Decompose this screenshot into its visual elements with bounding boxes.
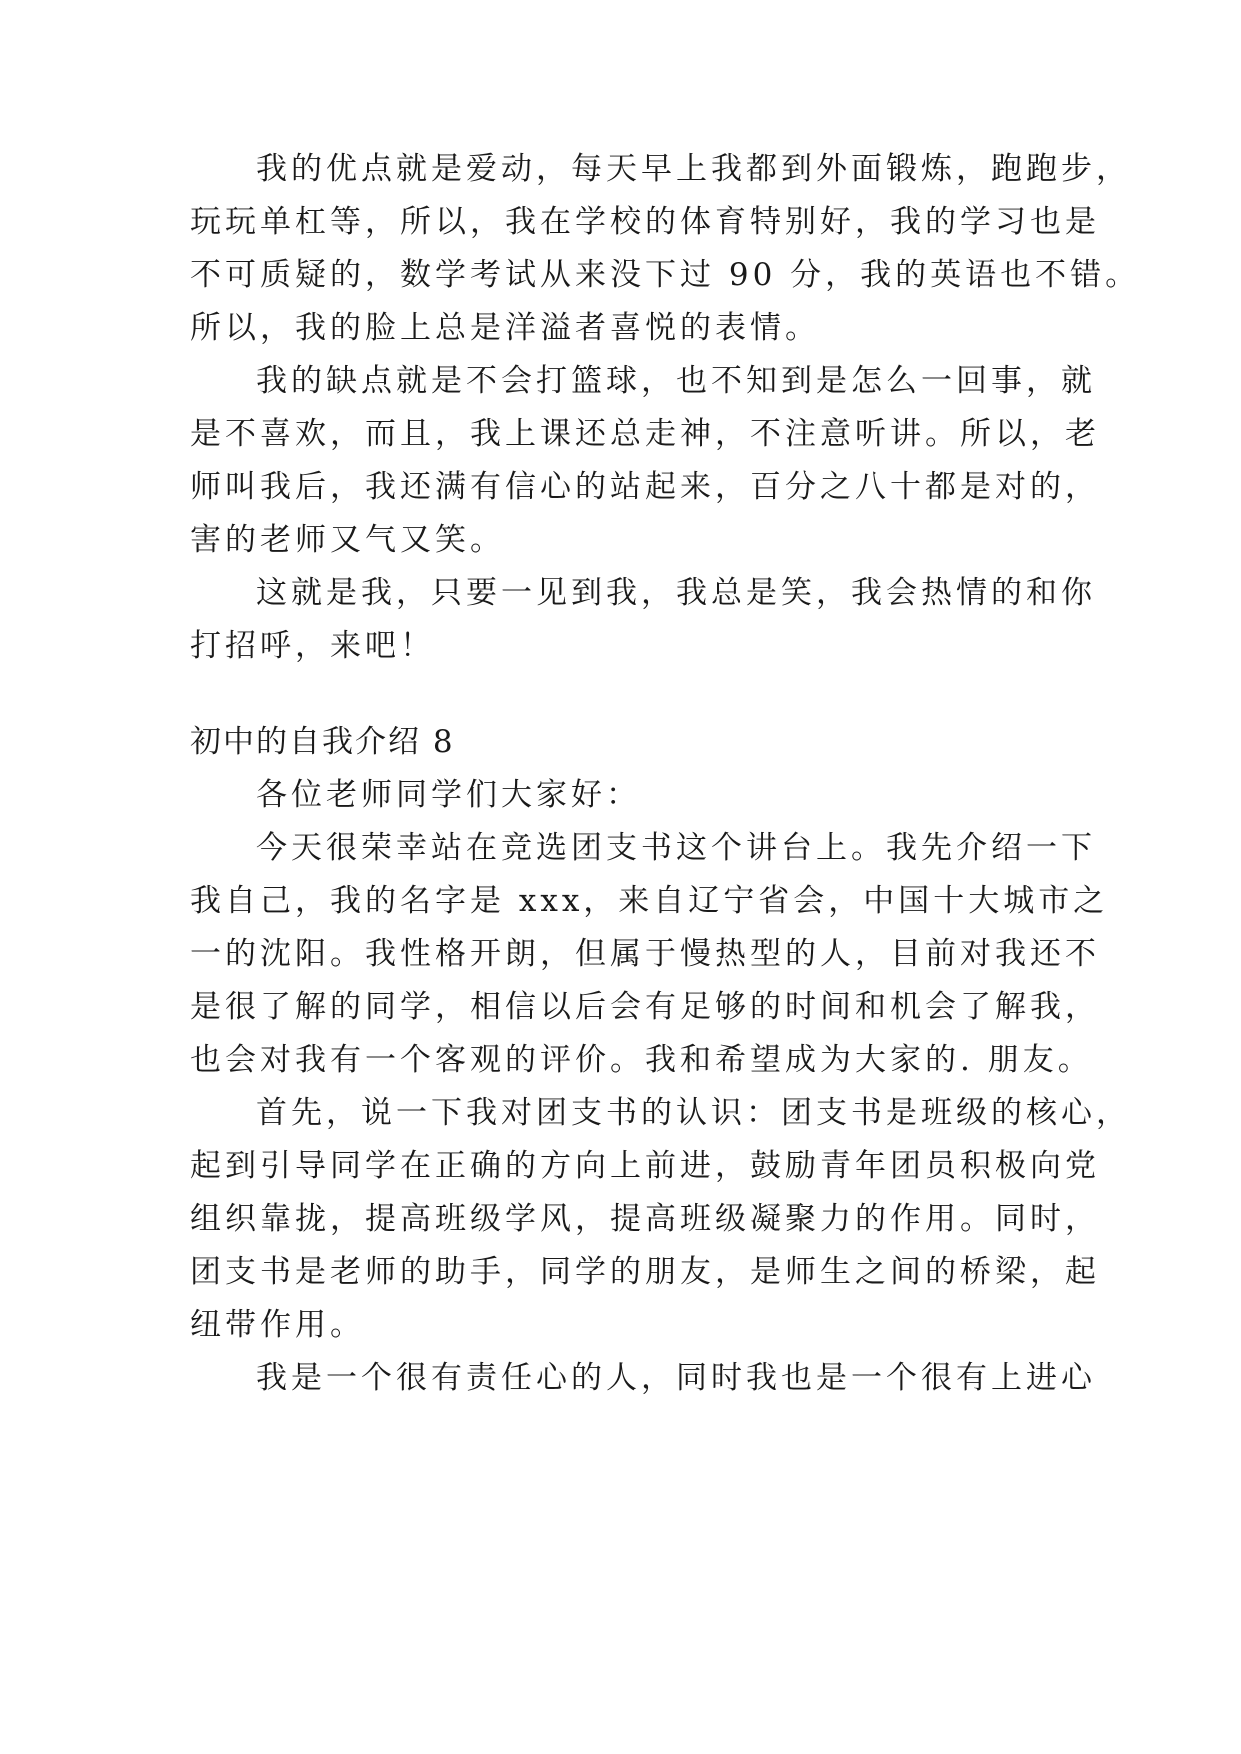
body-text-line: 起到引导同学在正确的方向上前进，鼓励青年团员积极向党 bbox=[190, 1148, 1100, 1184]
body-text-line: 一的沈阳。我性格开朗，但属于慢热型的人，目前对我还不 bbox=[190, 936, 1100, 972]
body-text-line: 我的缺点就是不会打篮球，也不知到是怎么一回事，就 bbox=[256, 363, 1096, 399]
body-text-line: 纽带作用。 bbox=[190, 1307, 365, 1343]
body-text-line: 是不喜欢，而且，我上课还总走神，不注意听讲。所以，老 bbox=[190, 416, 1100, 452]
body-text-line: 师叫我后，我还满有信心的站起来，百分之八十都是对的， bbox=[190, 469, 1100, 505]
body-text-line: 所以，我的脸上总是洋溢者喜悦的表情。 bbox=[190, 310, 820, 346]
body-text-line: 组织靠拢，提高班级学风，提高班级凝聚力的作用。同时， bbox=[190, 1201, 1100, 1237]
body-text-line: 这就是我，只要一见到我，我总是笑，我会热情的和你 bbox=[256, 575, 1096, 611]
body-text-line: 害的老师又气又笑。 bbox=[190, 522, 505, 558]
body-text-line: 首先，说一下我对团支书的认识：团支书是班级的核心， bbox=[256, 1095, 1131, 1131]
body-text-line: 团支书是老师的助手，同学的朋友，是师生之间的桥梁，起 bbox=[190, 1254, 1100, 1290]
body-text-line: 也会对我有一个客观的评价。我和希望成为大家的. 朋友。 bbox=[190, 1042, 1093, 1078]
body-text-line: 我自己，我的名字是 xxx，来自辽宁省会，中国十大城市之 bbox=[190, 883, 1109, 919]
body-text-line: 我是一个很有责任心的人，同时我也是一个很有上进心 bbox=[256, 1360, 1096, 1396]
body-text-line: 各位老师同学们大家好： bbox=[256, 777, 641, 813]
body-text-line: 我的优点就是爱动，每天早上我都到外面锻炼，跑跑步， bbox=[256, 151, 1131, 187]
body-text-line: 打招呼，来吧！ bbox=[190, 628, 435, 664]
body-text-line: 不可质疑的，数学考试从来没下过 90 分，我的英语也不错。 bbox=[190, 257, 1141, 293]
body-text-line: 玩玩单杠等，所以，我在学校的体育特别好，我的学习也是 bbox=[190, 204, 1100, 240]
body-text-line: 今天很荣幸站在竞选团支书这个讲台上。我先介绍一下 bbox=[256, 830, 1096, 866]
body-text-line: 是很了解的同学，相信以后会有足够的时间和机会了解我， bbox=[190, 989, 1100, 1025]
section-heading: 初中的自我介绍 8 bbox=[190, 724, 455, 760]
